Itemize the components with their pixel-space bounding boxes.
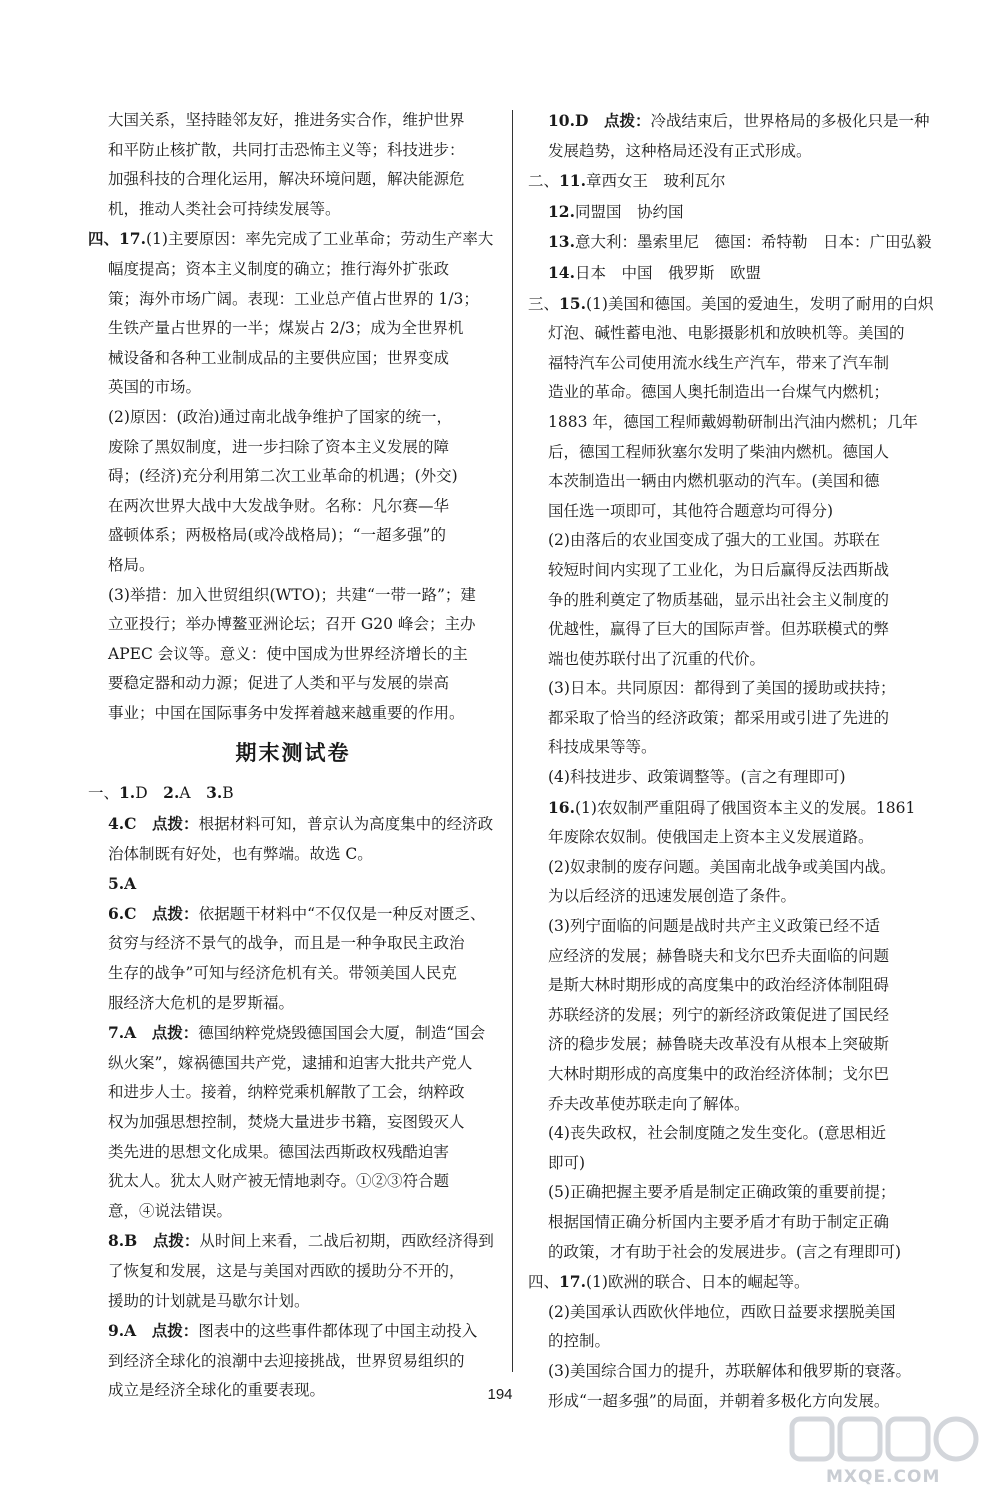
column-divider — [512, 110, 513, 1372]
text-line: 争的胜利奠定了物质基础，显示出社会主义制度的 — [548, 590, 890, 609]
section-prefix: 一、 — [88, 784, 120, 803]
text-line: 废除了黑奴制度，进一步扫除了资本主义发展的障 — [108, 437, 450, 456]
text-line: (3)美国综合国力的提升，苏联解体和俄罗斯的衰落。 — [548, 1361, 911, 1380]
text-line: 成立是经济全球化的重要表现。 — [108, 1381, 326, 1400]
text-line: 援助的计划就是马歇尔计划。 — [108, 1291, 310, 1310]
right-column — [528, 106, 940, 1416]
text-line: 立亚投行；举办博鳌亚洲论坛；召开 G20 峰会；主办 — [108, 615, 476, 634]
text-line: 大林时期形成的高度集中的政治经济体制；戈尔巴 — [548, 1065, 890, 1083]
watermark-logo — [786, 1411, 986, 1489]
hint-label: 点拨： — [151, 1023, 199, 1043]
answer-q9: 9.A 点拨：图表中的这些事件都体现了中国主动投入 — [108, 1321, 478, 1341]
text-line: 端也使苏联付出了沉重的代价。 — [548, 649, 766, 668]
section-prefix: 四、 — [528, 1273, 560, 1292]
text-line: 灯泡、碱性蓄电池、电影摄影机和放映机等。美国的 — [548, 324, 905, 343]
text-line: 犹太人。犹太人财产被无情地剥夺。①②③符合题 — [108, 1172, 450, 1191]
text-line: 是斯大林时期形成的高度集中的政治经济体制阻碍 — [548, 976, 890, 995]
text-line: 和进步人士。接着，纳粹党乘机解散了工会，纳粹政 — [108, 1083, 465, 1102]
text-line: 权为加强思想控制，焚烧大量进步书籍，妄图毁灭人 — [108, 1113, 465, 1131]
text-line: 形成“一超多强”的局面，并朝着多极化方向发展。 — [548, 1391, 890, 1410]
question-number: 四、17. — [88, 229, 146, 249]
section-prefix: 二、 — [528, 172, 560, 191]
text-line: 纵火案”，嫁祸德国共产党，逮捕和迫害大批共产党人 — [108, 1053, 473, 1072]
text-line: 科技成果等等。 — [548, 738, 657, 757]
text-line: 到经济全球化的浪潮中去迎接挑战，世界贸易组织的 — [108, 1351, 465, 1370]
text-line: 在两次世界大战中大发战争财。名称：凡尔赛—华 — [108, 496, 450, 515]
answer-q15: 三、15.(1)美国和德国。美国的爱迪生，发明了耐用的白炽 — [528, 293, 934, 313]
text-line: 发展趋势，这种格局还没有正式形成。 — [548, 141, 812, 160]
answers-4-9 — [88, 809, 498, 1406]
answer-q13: 13.意大利：墨索里尼 德国：希特勒 日本：广田弘毅 — [548, 232, 932, 252]
answer-q17 — [88, 224, 498, 728]
text-line: (4)丧失政权，社会制度随之发生变化。(意思相近 — [548, 1124, 887, 1143]
text-line: 应经济的发展；赫鲁晓夫和戈尔巴乔夫面临的问题 — [548, 946, 890, 965]
answer-q8: 8.B 点拨：从时间上来看，二战后初期，西欧经济得到 — [108, 1231, 494, 1251]
text-line: 加强科技的合理化运用，解决环境问题，解决能源危 — [108, 170, 465, 189]
page-number: 194 — [487, 1386, 513, 1403]
text-line: (2)原因：(政治)通过南北战争维护了国家的统一， — [108, 407, 453, 426]
answer-q5: 5.A — [108, 874, 137, 894]
text-line: (3)日本。共同原因：都得到了美国的援助或扶持； — [548, 679, 896, 698]
text-line: 幅度提高；资本主义制度的确立；推行海外扩张政 — [108, 259, 450, 278]
hint-label: 点拨： — [152, 814, 199, 834]
text-line: 了恢复和发展，这是与美国对西欧的援助分不开的， — [108, 1261, 465, 1280]
text-line: (5)正确把握主要矛盾是制定正确政策的重要前提； — [548, 1183, 896, 1202]
hint-label: 点拨： — [151, 1321, 199, 1341]
text-line: 械设备和各种工业制成品的主要供应国；世界变成 — [108, 348, 450, 367]
text-line: 英国的市场。 — [108, 378, 202, 397]
text-line: 的控制。 — [548, 1332, 611, 1351]
text-line: APEC 会议等。意义：使中国成为世界经济增长的主 — [108, 644, 468, 663]
text-line: (4)科技进步、政策调整等。(言之有理即可) — [548, 768, 846, 787]
answer-q10: 10.D 点拨：冷战结束后，世界格局的多极化只是一种 — [548, 111, 930, 130]
text-line: 根据国情正确分析国内主要矛盾才有助于制定正确 — [548, 1212, 890, 1231]
text-line: (3)举措：加入世贸组织(WTO)；共建“一带一路”；建 — [108, 585, 476, 604]
text-line: 要稳定器和动力源；促进了人类和平与发展的崇高 — [108, 674, 450, 693]
answer-q12: 12.同盟国 协约国 — [548, 201, 684, 221]
text-line: 造业的革命。德国人奥托制造出一台煤气内燃机； — [548, 383, 890, 402]
section-title: 期末测试卷 — [235, 741, 351, 766]
text-line: 后，德国工程师狄塞尔发明了柴油内燃机。德国人 — [548, 442, 890, 461]
text-line: 1883 年，德国工程师戴姆勒研制出汽油内燃机；几年 — [548, 412, 918, 431]
text-line: 年废除农奴制。使俄国走上资本主义发展道路。 — [548, 828, 874, 847]
watermark-icon — [786, 1411, 986, 1471]
text-line: 类先进的思想文化成果。德国法西斯政权残酷迫害 — [108, 1142, 450, 1161]
para-continued — [88, 106, 498, 224]
answer-q1-3: 一、1.D 2.A 3.B — [88, 783, 234, 803]
text-line: 优越性，赢得了巨大的国际声誉。但苏联模式的弊 — [548, 620, 890, 639]
answer-q4: 4.C 点拨：根据材料可知，普京认为高度集中的经济政 — [108, 814, 494, 834]
text-line: 苏联经济的发展；列宁的新经济政策促进了国民经 — [548, 1005, 890, 1024]
text-line: 国任选一项即可，其他符合题意均可得分) — [548, 501, 834, 520]
answer-q16: 16.(1)农奴制严重阻碍了俄国资本主义的发展。1861 — [548, 797, 916, 817]
left-column — [88, 106, 498, 1406]
text-line: 福特汽车公司使用流水线生产汽车，带来了汽车制 — [548, 353, 890, 372]
text-line: 较短时间内实现了工业化，为日后赢得反法西斯战 — [548, 560, 890, 579]
text-line: 生铁产量占世界的一半；煤炭占 2/3；成为全世界机 — [108, 319, 464, 338]
answer-q6: 6.C 点拨：依据题干材料中“不仅仅是一种反对匮乏、 — [108, 903, 486, 923]
text-line: 本茨制造出一辆由内燃机驱动的汽车。(美国和德 — [548, 472, 880, 491]
watermark-text: MXQE.COM — [826, 1467, 941, 1487]
text-line: 机，推动人类社会可持续发展等。 — [108, 199, 341, 218]
answer-q17-right: 四、17.(1)欧洲的联合、日本的崛起等。 — [528, 1272, 810, 1292]
answer-q14: 14.日本 中国 俄罗斯 欧盟 — [548, 262, 761, 282]
section-prefix: 三、 — [528, 294, 560, 313]
text-line: 事业；中国在国际事务中发挥着越来越重要的作用。 — [108, 703, 465, 722]
text-line: 乔夫改革使苏联走向了解体。 — [548, 1094, 750, 1113]
text-line: (2)奴隶制的废存问题。美国南北战争或美国内战。 — [548, 857, 896, 876]
text-line: 策；海外市场广阔。表现：工业总产值占世界的 1/3； — [108, 289, 479, 308]
hint-label: 点拨： — [152, 903, 199, 923]
hint-label: 点拨： — [152, 1231, 200, 1251]
text-line: 都采取了恰当的经济政策；都采用或引进了先进的 — [548, 708, 890, 727]
text-line: 意，④说法错误。 — [108, 1201, 233, 1220]
text-line: 大国关系，坚持睦邻友好，推进务实合作，维护世界 — [108, 111, 465, 129]
text-line: (3)列宁面临的问题是战时共产主义政策已经不适 — [548, 917, 880, 936]
text-line: 为以后经济的迅速发展创造了条件。 — [548, 887, 797, 906]
answer-q11: 二、11.章西女王 玻利瓦尔 — [528, 171, 726, 191]
text-line: 治体制既有好处，也有弊端。故选 C。 — [108, 844, 373, 863]
text-line: (1)主要原因：率先完成了工业革命；劳动生产率大 — [145, 230, 494, 249]
text-line: (2)美国承认西欧伙伴地位，西欧日益要求摆脱美国 — [548, 1302, 896, 1321]
text-line: 盛顿体系；两极格局(或冷战格局)；“一超多强”的 — [108, 526, 446, 545]
text-line: 格局。 — [108, 555, 155, 574]
answer-q7: 7.A 点拨：德国纳粹党烧毁德国国会大厦，制造“国会 — [108, 1023, 486, 1043]
text-line: 贫穷与经济不景气的战争，而且是一种争取民主政治 — [108, 934, 465, 953]
text-line: 济的稳步发展；赫鲁晓夫改革没有从根本上突破斯 — [548, 1035, 890, 1054]
text-line: 的政策，才有助于社会的发展进步。(言之有理即可) — [548, 1242, 902, 1261]
text-line: 即可) — [548, 1153, 586, 1172]
text-line: 和平防止核扩散，共同打击恐怖主义等；科技进步： — [108, 140, 465, 159]
text-line: 碍；(经济)充分利用第二次工业革命的机遇；(外交) — [108, 467, 458, 486]
text-line: 服经济大危机的是罗斯福。 — [108, 993, 295, 1012]
text-line: 生存的战争”可知与经济危机有关。带领美国人民克 — [108, 964, 457, 983]
hint-label: 点拨： — [603, 111, 651, 130]
text-line: (2)由落后的农业国变成了强大的工业国。苏联在 — [548, 531, 880, 550]
